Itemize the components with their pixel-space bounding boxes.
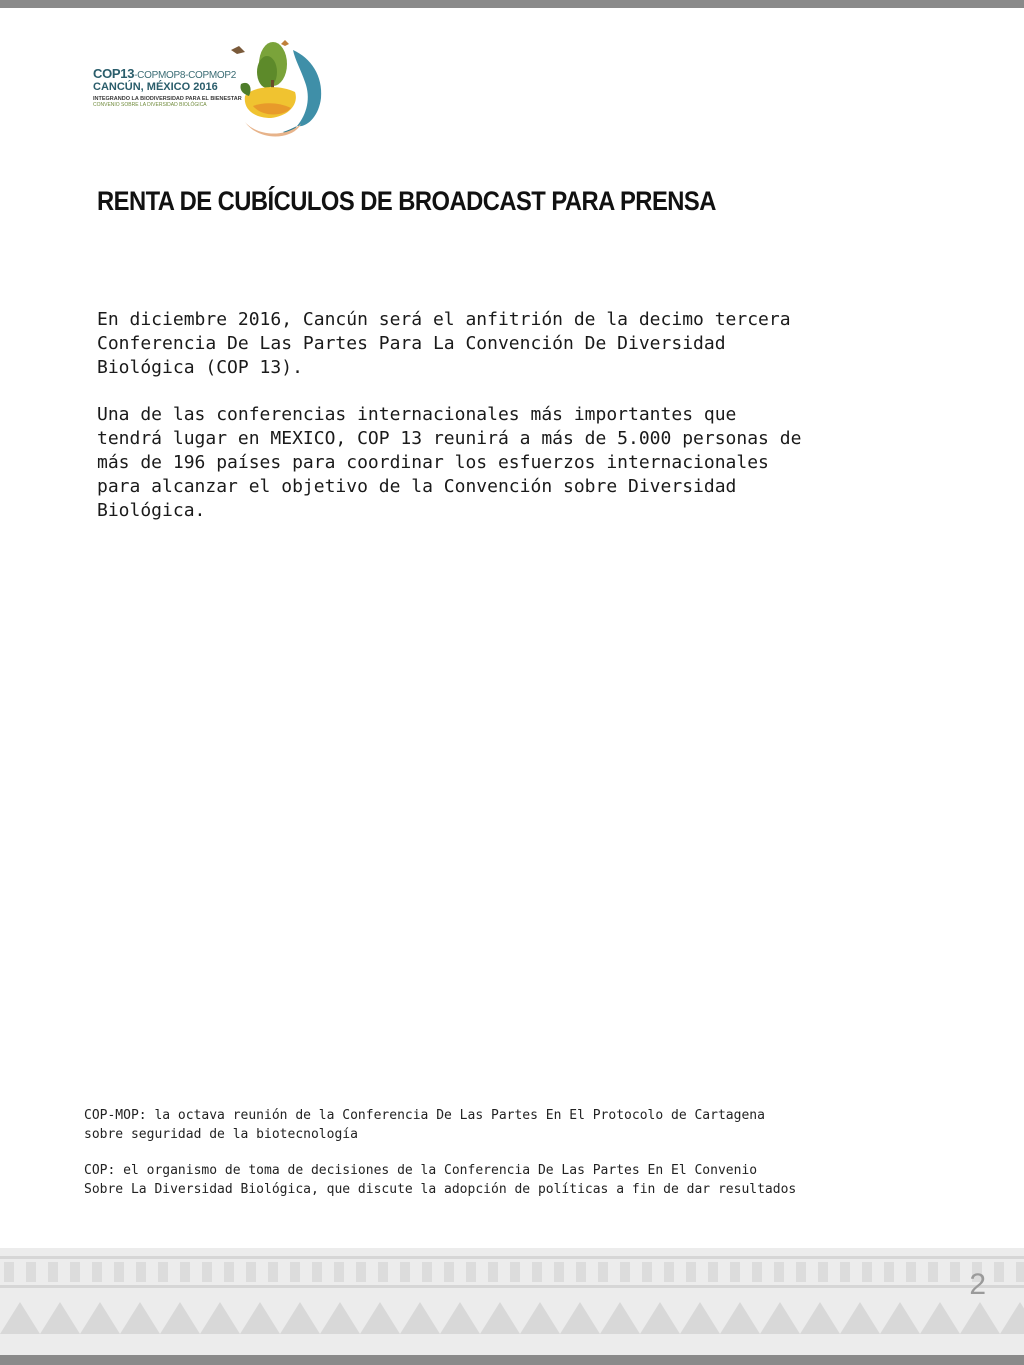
footer-triangle-mark [760, 1302, 800, 1334]
footer-triangle-mark [880, 1302, 920, 1334]
logo-tagline: INTEGRANDO LA BIODIVERSIDAD PARA EL BIENESTAR [93, 96, 242, 102]
biodiversity-emblem-icon [223, 36, 335, 148]
footer-bar-mark [818, 1262, 828, 1282]
footer-triangle-mark [1000, 1302, 1024, 1334]
footer-bar-mark [686, 1262, 696, 1282]
footer-bar-mark [422, 1262, 432, 1282]
footnote-cop-mop: COP-MOP: la octava reunión de la Conferencia De Las Partes En El Protocolo de Cartagena sobre seguridad de la biotecnología [84, 1108, 765, 1142]
footer-triangle-mark [920, 1302, 960, 1334]
footer-bar-mark [466, 1262, 476, 1282]
footer-bar-mark [180, 1262, 190, 1282]
cop13-logo [93, 36, 338, 148]
intro-paragraph: En diciembre 2016, Cancún será el anfitrión de la decimo tercera Conferencia De Las Partes Para La Convención De Diversidad Biológica (COP 13). [97, 309, 791, 378]
footer-bar-mark [598, 1262, 608, 1282]
footer-triangle-mark [640, 1302, 680, 1334]
footer-bar-mark [26, 1262, 36, 1282]
footer-triangle-mark [400, 1302, 440, 1334]
footer-bar-mark [136, 1262, 146, 1282]
footer-bar-mark [730, 1262, 740, 1282]
footer-bar-mark [312, 1262, 322, 1282]
footer-bar-mark [906, 1262, 916, 1282]
footer-bar-mark [950, 1262, 960, 1282]
footer-bar-mark [510, 1262, 520, 1282]
footer-triangle-mark [720, 1302, 760, 1334]
footer-bar-mark [774, 1262, 784, 1282]
footer-bar-mark [1016, 1262, 1024, 1282]
footer-triangle-mark [240, 1302, 280, 1334]
footer-triangle-mark [360, 1302, 400, 1334]
footer-bar-mark [840, 1262, 850, 1282]
logo-convention: CONVENIO SOBRE LA DIVERSIDAD BIOLÓGICA [93, 102, 207, 108]
footer-bar-mark [202, 1262, 212, 1282]
logo-mop: -COPMOP8-COPMOP2 [134, 70, 237, 81]
footer-triangle-mark [840, 1302, 880, 1334]
footer-triangle-mark [280, 1302, 320, 1334]
footer-triangle-mark [120, 1302, 160, 1334]
footer-bar-mark [4, 1262, 14, 1282]
footer-bar-mark [290, 1262, 300, 1282]
decorative-footer [0, 1248, 1024, 1365]
footer-bar-mark [488, 1262, 498, 1282]
footer-bar-mark [268, 1262, 278, 1282]
footer-triangle-mark [160, 1302, 200, 1334]
footer-bar-mark [752, 1262, 762, 1282]
conference-paragraph: Una de las conferencias internacionales más importantes que tendrá lugar en MEXICO, COP 13 reunirá a más de 5.000 personas de más de 196 países para coordinar los esfuerzos internacionales para alcanzar el objetivo de la Convención sobre Diversidad Biológica. [97, 404, 802, 521]
footer-bar-mark [928, 1262, 938, 1282]
footer-triangle-mark [480, 1302, 520, 1334]
footer-bar-mark [884, 1262, 894, 1282]
footer-triangle-mark [200, 1302, 240, 1334]
footer-bar-mark [532, 1262, 542, 1282]
footer-triangle-mark [440, 1302, 480, 1334]
footer-bar-mark [400, 1262, 410, 1282]
footer-bar-mark [796, 1262, 806, 1282]
footer-bar-mark [444, 1262, 454, 1282]
footer-triangle-mark [960, 1302, 1000, 1334]
footer-bar-mark [356, 1262, 366, 1282]
footer-bar-mark [114, 1262, 124, 1282]
page-number: 2 [969, 1268, 986, 1301]
footer-pattern-bottom [0, 1298, 1024, 1338]
logo-cop13: COP13 [93, 66, 135, 81]
footer-triangle-mark [80, 1302, 120, 1334]
footer-pattern-top [0, 1252, 1024, 1292]
footer-bar-mark [862, 1262, 872, 1282]
footer-bar-mark [708, 1262, 718, 1282]
footer-triangle-mark [800, 1302, 840, 1334]
footer-triangle-mark [680, 1302, 720, 1334]
footer-bar-mark [664, 1262, 674, 1282]
footer-bar-mark [92, 1262, 102, 1282]
footer-bar-mark [246, 1262, 256, 1282]
footer-bar-mark [620, 1262, 630, 1282]
footer-bar-mark [554, 1262, 564, 1282]
footer-triangle-mark [40, 1302, 80, 1334]
footnote-cop: COP: el organismo de toma de decisiones de la Conferencia De Las Partes En El Convenio Sobre La Diversidad Biológica, que discute la adopción de políticas a fin de dar resultados [84, 1163, 797, 1197]
footer-bar-mark [224, 1262, 234, 1282]
footer-triangle-mark [0, 1302, 40, 1334]
footer-triangle-mark [560, 1302, 600, 1334]
footer-triangle-mark [520, 1302, 560, 1334]
bottom-border-bar [0, 1355, 1024, 1365]
footer-bar-mark [70, 1262, 80, 1282]
footer-bar-mark [334, 1262, 344, 1282]
footer-triangle-mark [320, 1302, 360, 1334]
logo-cop-title [93, 66, 237, 81]
footer-bar-mark [576, 1262, 586, 1282]
top-border-bar [0, 0, 1024, 8]
page-title: RENTA DE CUBÍCULOS DE BROADCAST PARA PRENSA [97, 186, 716, 216]
footer-triangle-mark [600, 1302, 640, 1334]
footer-bar-mark [158, 1262, 168, 1282]
footer-bar-mark [994, 1262, 1004, 1282]
footer-bar-mark [378, 1262, 388, 1282]
logo-text [93, 66, 242, 108]
logo-city: CANCÚN, MÉXICO 2016 [93, 81, 218, 93]
footer-bar-mark [48, 1262, 58, 1282]
footer-bar-mark [642, 1262, 652, 1282]
